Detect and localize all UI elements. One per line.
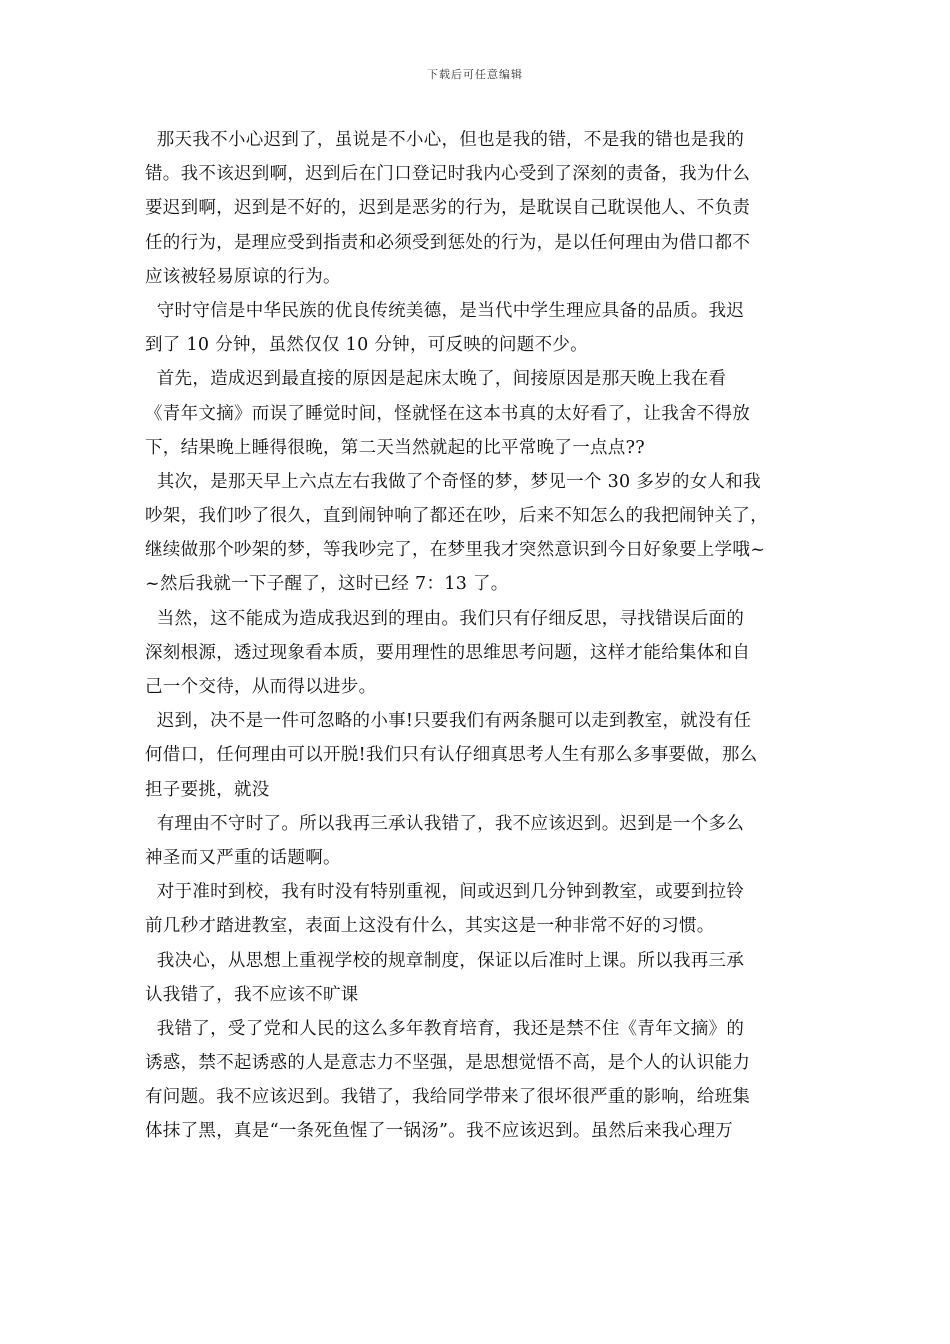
text-line: 吵架，我们吵了很久，直到闹钟响了都还在吵，后来不知怎么的我把闹钟关了， [145,506,768,527]
text-line: 首先，造成迟到最直接的原因是起床太晚了，间接原因是那天晚上我在看 [145,369,727,390]
text-line: 深刻根源，透过现象看本质，要用理性的思维思考问题，这样才能给集体和自 [145,642,751,663]
text-line: 神圣而又严重的话题啊。 [145,847,341,868]
text-line: 对于准时到校，我有时没有特别重视，间或迟到几分钟到教室，或要到拉铃 [145,882,745,903]
text-line: 那天我不小心迟到了，虽说是不小心，但也是我的错，不是我的错也是我的 [145,130,745,150]
header-note: 下载后可任意编辑 [427,68,523,81]
text-line: 下，结果晚上睡得很晚，第二天当然就起的比平常晚了一点点?? [145,437,645,458]
text-line: 要迟到啊，迟到是不好的，迟到是恶劣的行为，是耽误自己耽误他人、不负责 [145,198,751,219]
text-line: 诱惑，禁不起诱惑的人是意志力不坚强，是思想觉悟不高，是个人的认识能力 [145,1053,751,1074]
text-line: 继续做那个吵架的梦，等我吵完了，在梦里我才突然意识到今日好象要上学哦~ [145,540,766,561]
text-line: 当然，这不能成为造成我迟到的理由。我们只有仔细反思，寻找错误后面的 [145,608,745,629]
text-line: 何借口，任何理由可以开脱!我们只有认仔细真思考人生有那么多事要做，那么 [145,745,758,766]
text-line: 任的行为，是理应受到指责和必须受到惩处的行为，是以任何理由为借口都不 [145,232,751,253]
text-line: 我错了，受了党和人民的这么多年教育培育，我还是禁不住《青年文摘》的 [145,1018,745,1039]
text-line: 《青年文摘》而误了睡觉时间，怪就怪在这本书真的太好看了，让我舍不得放 [145,403,751,424]
text-line: 到了 10 分钟，虽然仅仅 10 分钟，可反映的问题不少。 [145,335,588,356]
text-line: 担子要挑，就没 [145,779,270,800]
text-line: 前几秒才踏进教室，表面上这没有什么，其实这是一种非常不好的习惯。 [145,916,715,937]
text-line: 守时守信是中华民族的优良传统美德，是当代中学生理应具备的品质。我迟 [145,300,745,321]
text-line: 有问题。我不应该迟到。我错了，我给同学带来了很坏很严重的影响，给班集 [145,1087,751,1108]
text-line: 认我错了，我不应该不旷课 [145,984,359,1005]
text-line: 迟到，决不是一件可忽略的小事!只要我们有两条腿可以走到教室，就没有任 [145,711,752,732]
text-line: 己一个交待，从而得以进步。 [145,677,377,697]
text-line: 我决心，从思想上重视学校的规章制度，保证以后准时上课。所以我再三承 [145,950,745,971]
text-line: 应该被轻易原谅的行为。 [145,266,341,287]
text-line: 其次，是那天早上六点左右我做了个奇怪的梦，梦见一个 30 多岁的女人和我 [145,471,761,492]
text-line: 体抹了黑，真是“一条死鱼惺了一锅汤”。我不应该迟到。虽然后来我心理万 [145,1121,734,1142]
text-line: ~然后我就一下子醒了，这时已经 7：13 了。 [145,574,509,595]
text-line: 错。我不该迟到啊，迟到后在门口登记时我内心受到了深刻的责备，我为什么 [145,164,751,185]
text-line: 有理由不守时了。所以我再三承认我错了，我不应该迟到。迟到是一个多么 [145,813,745,834]
document-body [145,123,817,1149]
